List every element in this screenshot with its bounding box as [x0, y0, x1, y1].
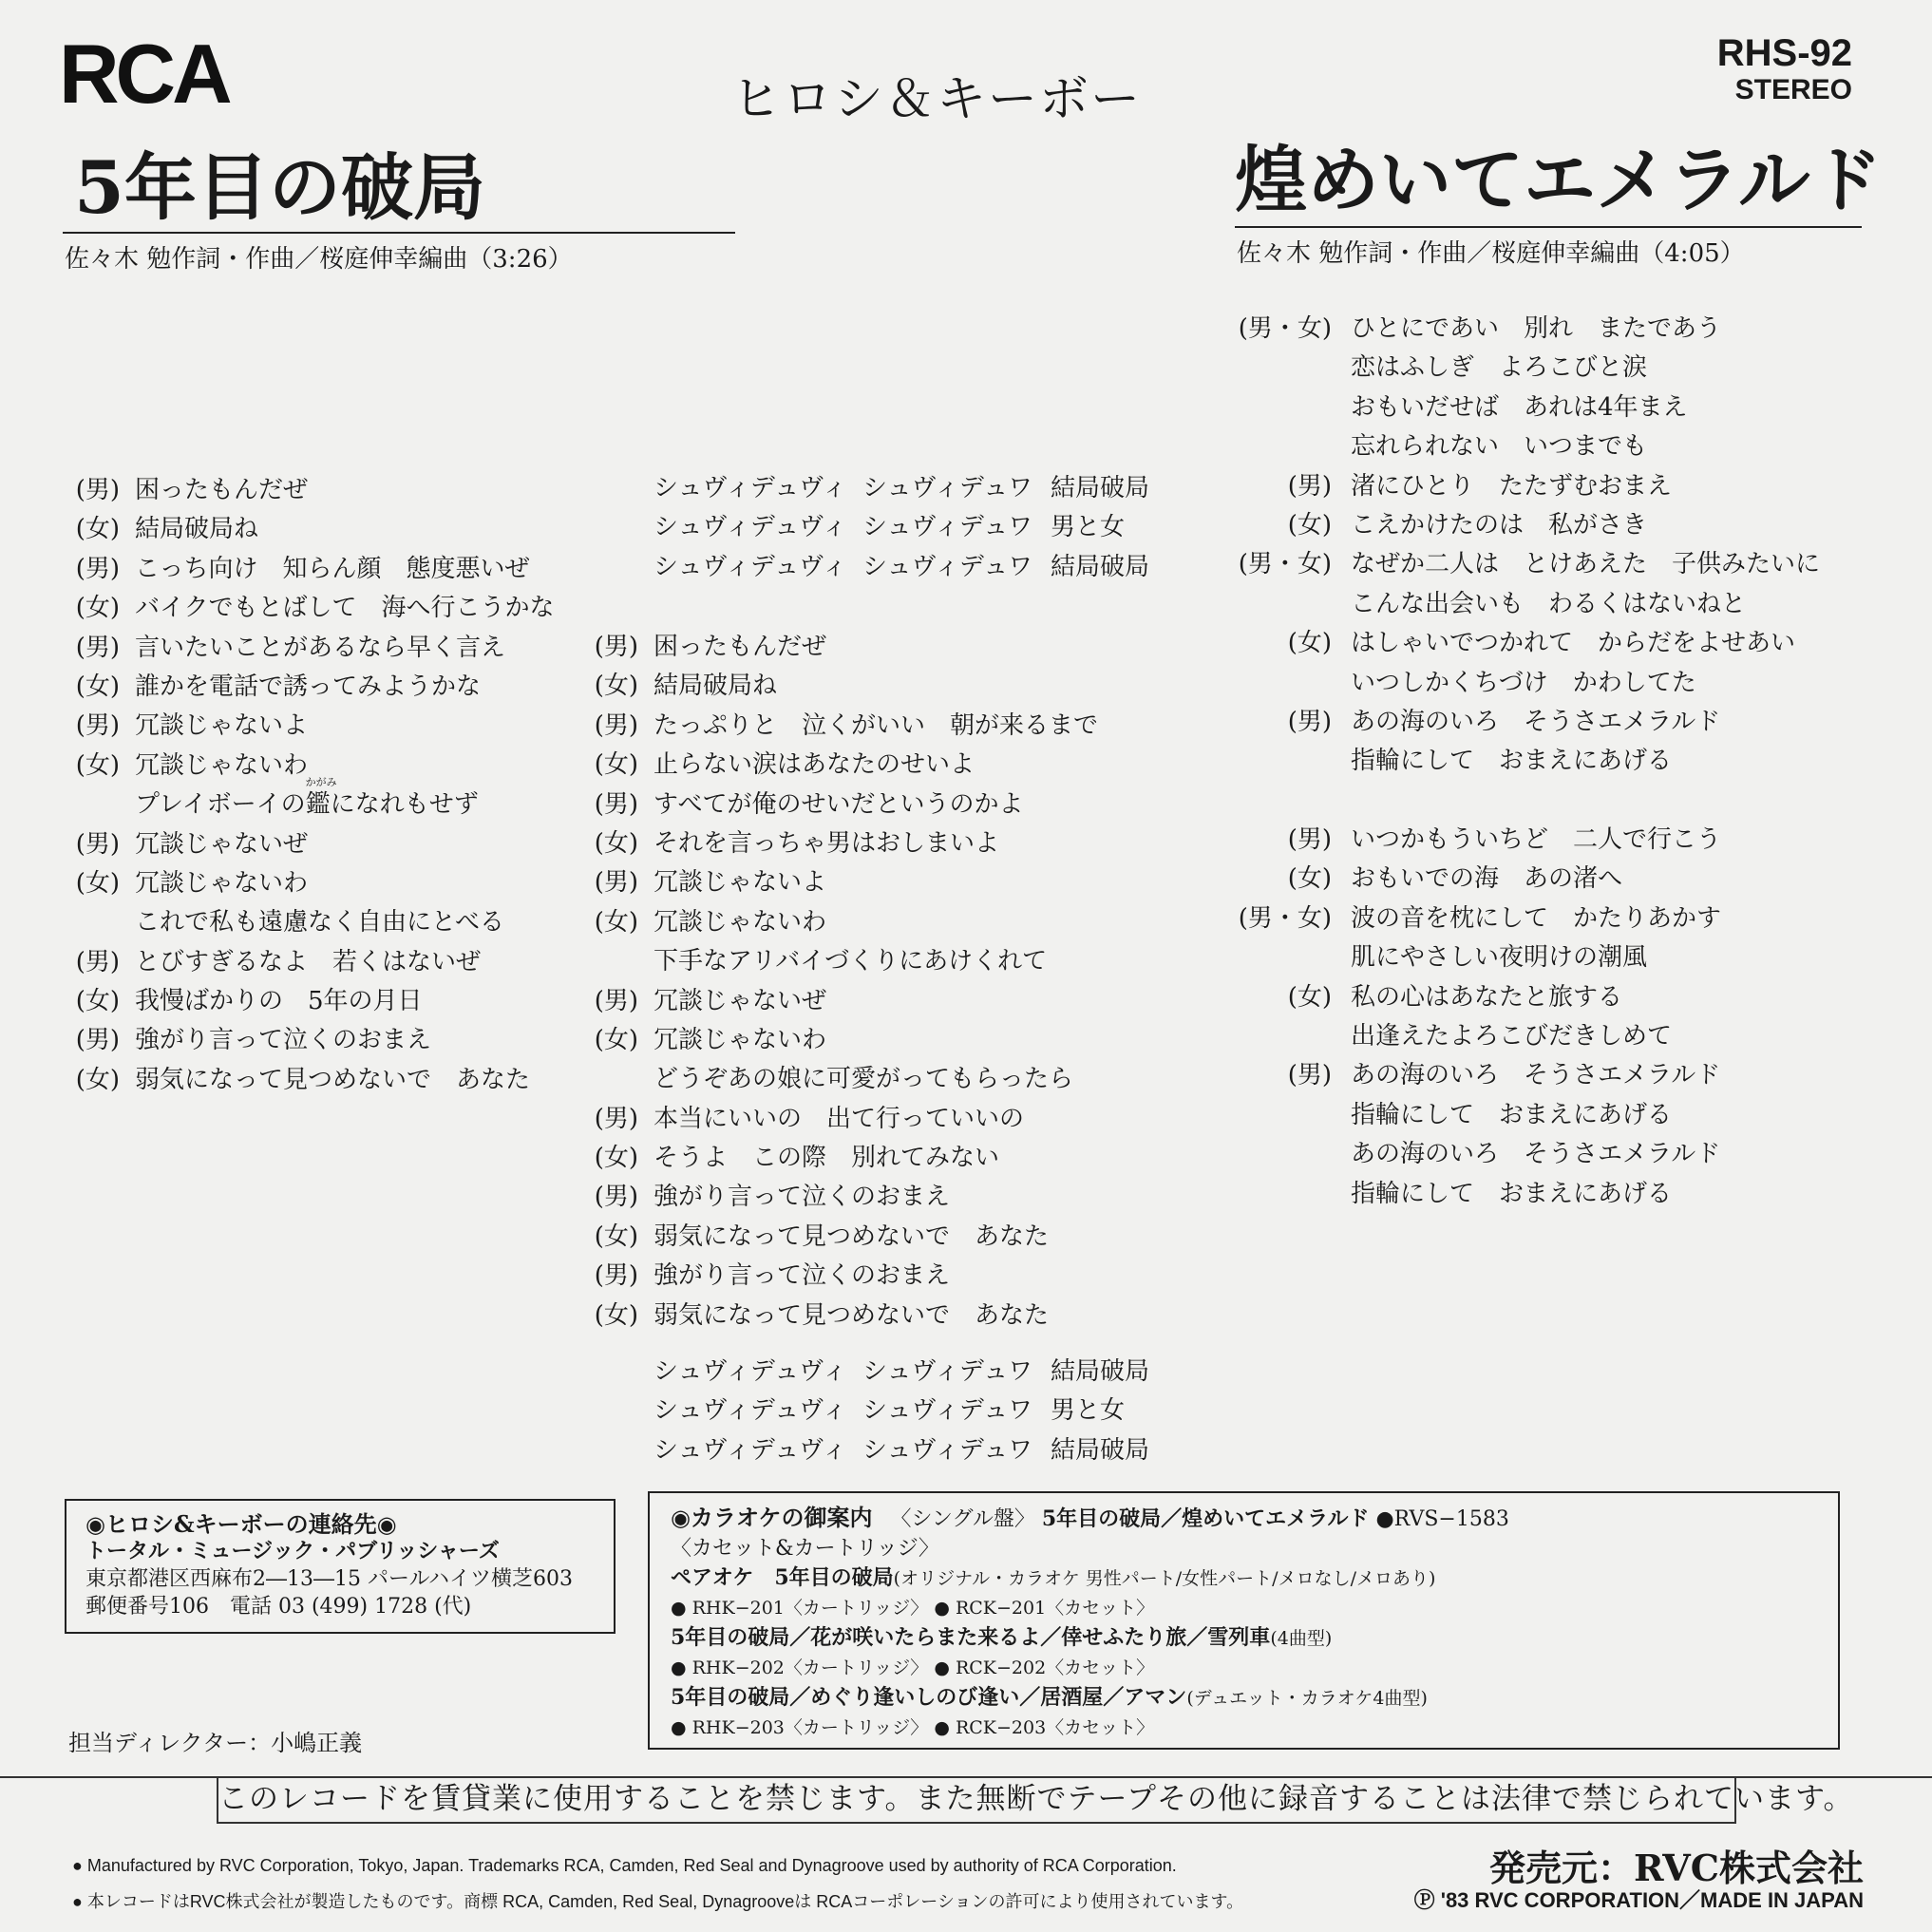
lyric-line — [581, 1060, 1189, 1099]
footer-japanese: ● 本レコードはRVC株式会社が製造したものです。商標 RCA, Camden, Red Seal, Dynagrooveは RCAコーポレーションの許可により使用されています。 — [72, 1892, 1244, 1911]
lyric-text: 強がり言って泣くのおまえ — [653, 1183, 951, 1212]
lyric-text: おもいでの海 あの渚へ — [1351, 864, 1623, 894]
lyric-text: 強がり言って泣くのおまえ — [653, 1261, 951, 1291]
lyric-text: 弱気になって見つめないで あなた — [135, 1065, 531, 1094]
lyric-text: 言いたいことがあるなら早く言え — [135, 633, 506, 662]
lyric-line — [1237, 742, 1892, 781]
lyric-line — [581, 1178, 1189, 1217]
lyric-text: 波の音を枕にして かたりあかす — [1351, 903, 1722, 933]
lyric-text: 困ったもんだぜ — [653, 633, 827, 661]
chorus-line: シュヴィデュヴィ シュヴィデュワ 結局破局 — [653, 1357, 1150, 1386]
lyric-text: 弱気になって見つめないで あなた — [653, 1300, 1050, 1330]
rental-notice: このレコードを賃貸業に使用することを禁じます。また無断でテープその他に録音することは法律で禁じられています。 — [217, 1778, 1736, 1824]
lyric-line — [63, 550, 595, 589]
lyric-role: (女) — [594, 1300, 638, 1330]
lyric-text: 強がり言って泣くのおまえ — [135, 1026, 432, 1055]
lyric-role: (女) — [75, 515, 120, 544]
lyric-role: (女) — [594, 672, 638, 701]
lyric-role: (男・女) — [1238, 550, 1332, 579]
lyric-role: (女) — [75, 750, 120, 780]
lyric-line — [581, 707, 1189, 746]
lyric-line — [1237, 664, 1892, 703]
lyric-role: (女) — [594, 828, 638, 858]
chorus-line: シュヴィデュヴィ シュヴィデュワ 結局破局 — [653, 1435, 1150, 1465]
set3-row — [671, 1683, 1817, 1714]
lyric-role: (男) — [1287, 825, 1332, 855]
lyric-role: (男) — [594, 1261, 638, 1291]
lyric-text: 忘れられない いつまでも — [1351, 432, 1648, 462]
lyric-line — [1237, 585, 1892, 624]
lyric-text: はしゃいでつかれて からだをよせあい — [1351, 629, 1796, 658]
lyric-role: (女) — [75, 1065, 120, 1094]
lyric-line — [63, 510, 595, 549]
lyric-line — [1237, 624, 1892, 663]
lyric-text: 指輪にして おまえにあげる — [1351, 1100, 1673, 1129]
lyric-text: いつかもういちど 二人で行こう — [1351, 825, 1722, 855]
lyric-line — [1237, 821, 1892, 860]
song1-verse2 — [581, 628, 1189, 1335]
pair-numbers: ● RHK−201〈カートリッジ〉 ● RCK−201〈カセット〉 — [671, 1598, 1155, 1619]
single-no: ●RVS−1583 — [1375, 1507, 1509, 1531]
lyric-text: どうぞあの娘に可愛がってもらったら — [653, 1065, 1074, 1094]
lyric-line — [581, 628, 1189, 667]
lyric-line — [1237, 349, 1892, 388]
lyric-role: (女) — [75, 868, 120, 898]
lyric-role: (男) — [594, 868, 638, 898]
lyric-role: (男) — [594, 789, 638, 819]
lyric-text: こっち向け 知らん顔 態度悪いぜ — [135, 554, 530, 583]
lyric-role: (女) — [594, 1222, 638, 1251]
lyric-role: (男) — [594, 633, 638, 661]
karaoke-heading-row — [671, 1503, 1817, 1534]
lyric-text: バイクでもとばして 海へ行こうかな — [135, 594, 555, 623]
lyric-text: あの海のいろ そうさエメラルド — [1351, 707, 1721, 736]
lyric-role: (女) — [594, 750, 638, 780]
lyric-line — [581, 982, 1189, 1021]
lyric-line — [63, 471, 595, 510]
lyric-text: あの海のいろ そうさエメラルド — [1351, 1140, 1721, 1169]
lyric-text: これで私も遠慮なく自由にとべる — [135, 908, 504, 938]
lyric-text: たっぷりと 泣くがいい 朝が来るまで — [653, 710, 1099, 740]
lyric-line — [1237, 1175, 1892, 1214]
song2-title: 煌めいてエメラルド — [1235, 138, 1883, 222]
set2-note: (4曲型) — [1270, 1628, 1333, 1649]
lyric-line — [63, 864, 595, 903]
song1-title: 5年目の破局 — [74, 145, 485, 230]
lyric-line — [63, 982, 595, 1021]
lyric-text: 弱気になって見つめないで あなた — [653, 1222, 1050, 1251]
lyric-line — [63, 825, 595, 864]
contact-address: 東京都港区西麻布2―13―15 パールハイツ横芝603 — [85, 1567, 573, 1591]
lyric-text: 冗談じゃないわ — [135, 750, 309, 780]
artist-name: ヒロシ＆キーボー — [731, 71, 1143, 128]
lyric-line — [1237, 703, 1892, 742]
catalog-number — [1717, 32, 1852, 105]
lyric-line — [1237, 782, 1892, 821]
lyric-line — [63, 903, 595, 942]
lyric-text: 渚にひとり たたずむおまえ — [1351, 471, 1673, 501]
lyric-line — [581, 1257, 1189, 1296]
lyric-line — [581, 667, 1189, 706]
lyric-line — [63, 668, 595, 707]
lyric-text: 下手なアリバイづくりにあけくれて — [653, 947, 1048, 976]
lyric-text: 止らない涙はあなたのせいよ — [653, 750, 975, 780]
lyric-text: いつしかくちづけ かわしてた — [1351, 668, 1696, 697]
lyric-line — [1237, 938, 1892, 977]
rca-logo — [59, 38, 285, 108]
lyric-role: (女) — [75, 987, 120, 1016]
lyric-line — [63, 1061, 595, 1100]
lyric-role: (男) — [75, 829, 120, 859]
lyric-line — [581, 942, 1189, 981]
lyric-text: 指輪にして おまえにあげる — [1351, 747, 1673, 776]
set3-numbers: ● RHK−203〈カートリッジ〉 ● RCK−203〈カセット〉 — [671, 1717, 1155, 1738]
lyric-line — [581, 903, 1189, 942]
set2-numbers: ● RHK−202〈カートリッジ〉 ● RCK−202〈カセット〉 — [671, 1657, 1155, 1678]
lyric-text: それを言っちゃ男はおしまいよ — [653, 828, 1000, 858]
lyric-text: 困ったもんだぜ — [135, 476, 309, 504]
lyric-line — [581, 786, 1189, 824]
lyric-line — [581, 1218, 1189, 1257]
lyric-line — [581, 1139, 1189, 1178]
lyric-role: (女) — [594, 907, 638, 937]
contact-company: トータル・ミュージック・パブリッシャーズ — [85, 1539, 500, 1563]
lyric-line — [581, 1100, 1189, 1139]
lyric-role: (男) — [1287, 1061, 1332, 1090]
lyric-text: 冗談じゃないよ — [135, 711, 309, 741]
single-note: 〈シングル盤〉 — [890, 1507, 1035, 1531]
chorus-line: シュヴィデュヴィ シュヴィデュワ 男と女 — [653, 513, 1126, 542]
lyric-role: (男) — [594, 710, 638, 740]
lyric-role: (女) — [1287, 864, 1332, 894]
lyric-role: (男) — [75, 1026, 120, 1055]
lyric-line — [1237, 545, 1892, 584]
lyric-line — [63, 943, 595, 982]
lyric-text: とびすぎるなよ 若くはないぜ — [135, 947, 482, 976]
lyric-text: 指輪にして おまえにあげる — [1351, 1179, 1673, 1208]
lyric-line — [1237, 506, 1892, 545]
lyric-line — [581, 1021, 1189, 1060]
lyric-text: 我慢ばかりの 5年の月日 — [135, 987, 423, 1016]
karaoke-box — [648, 1491, 1840, 1750]
lyric-role: (女) — [75, 672, 120, 701]
lyric-text: 冗談じゃないぜ — [653, 986, 827, 1015]
lyric-role: (男) — [594, 986, 638, 1015]
lyric-text: おもいだせば あれは4年まえ — [1351, 392, 1688, 422]
lyric-line — [63, 589, 595, 628]
lyric-text: プレイボーイの鑑 かがみ になれもせず — [135, 776, 479, 820]
seller: 発売元：RVC株式会社 — [1489, 1847, 1864, 1889]
lyric-line — [1237, 1056, 1892, 1095]
lyric-role: (男) — [1287, 471, 1332, 501]
song1-chorus-bottom — [653, 1353, 1150, 1470]
lyric-text: 結局破局ね — [135, 515, 259, 544]
contact-box — [65, 1499, 616, 1634]
lyric-role: (女) — [1287, 629, 1332, 658]
lyric-text: 冗談じゃないわ — [135, 868, 309, 898]
song2-credit: 佐々木 勉作詞・作曲／桜庭伸幸編曲（4:05） — [1237, 239, 1745, 268]
stereo-label: STEREO — [1734, 74, 1852, 105]
lyric-line — [1237, 310, 1892, 349]
lyric-line — [1237, 1096, 1892, 1135]
pair-note: (オリジナル・カラオケ 男性パート/女性パート/メロなし/メロあり) — [893, 1568, 1436, 1589]
song1-title-rule — [63, 232, 735, 234]
copyright: Ⓟ '83 RVC CORPORATION／MADE IN JAPAN — [1413, 1888, 1864, 1912]
lyric-text: 出逢えたよろこびだきしめて — [1351, 1022, 1673, 1051]
chorus-line: シュヴィデュヴィ シュヴィデュワ 結局破局 — [653, 474, 1150, 502]
lyric-text: あの海のいろ そうさエメラルド — [1351, 1061, 1721, 1090]
lyric-line — [63, 1021, 595, 1060]
pair-title: ペアオケ 5年目の破局 — [671, 1565, 894, 1590]
lyric-line — [63, 629, 595, 668]
lyric-line — [63, 707, 595, 746]
lyric-line — [1237, 388, 1892, 427]
lyric-text: 冗談じゃないよ — [653, 868, 827, 898]
lyric-line — [581, 746, 1189, 785]
lyric-text: 本当にいいの 出て行っていいの — [653, 1104, 1025, 1133]
lyric-text: すべてが俺のせいだというのかよ — [653, 789, 1024, 819]
lyric-line — [1237, 978, 1892, 1017]
lyric-role: (男) — [75, 947, 120, 976]
lyric-text: 誰かを電話で誘ってみようかな — [135, 672, 482, 701]
lyric-line — [1237, 1135, 1892, 1174]
lyric-text: こんな出会いも わるくはないねと — [1351, 589, 1747, 618]
set2-title: 5年目の破局／花が咲いたらまた来るよ／倖せふたり旅／雪列車 — [671, 1625, 1271, 1650]
lyric-role: (男・女) — [1238, 314, 1332, 343]
lyric-line — [1237, 427, 1892, 466]
footer-english: ● Manufactured by RVC Corporation, Tokyo, Japan. Trademarks RCA, Camden, Red Seal and Dynagroove used by authority of RCA Corporation. — [72, 1856, 1177, 1875]
director-credit: 担当ディレクター：小嶋正義 — [68, 1730, 363, 1756]
lyric-text: 肌にやさしい夜明けの潮風 — [1351, 943, 1648, 973]
lyric-text: こえかけたのは 私がさき — [1351, 510, 1648, 540]
set3-note: (デュエット・カラオケ4曲型) — [1186, 1688, 1428, 1709]
lyric-role: (男) — [1287, 707, 1332, 736]
contact-heading: ◉ヒロシ&キーボーの連絡先◉ — [85, 1510, 397, 1538]
pair-row — [671, 1563, 1817, 1594]
svg-text:RCA: RCA — [59, 38, 229, 108]
lyric-text: 冗談じゃないぜ — [135, 829, 309, 859]
lyric-role: (女) — [1287, 982, 1332, 1012]
lyric-role: (女) — [594, 1025, 638, 1054]
lyric-text: 冗談じゃないわ — [653, 907, 827, 937]
lyric-text: 恋はふしぎ よろこびと涙 — [1351, 353, 1648, 383]
lyric-role: (男) — [75, 633, 120, 662]
song1-credit: 佐々木 勉作詞・作曲／桜庭伸幸編曲（3:26） — [65, 245, 573, 274]
karaoke-heading: ◉カラオケの御案内 — [671, 1504, 873, 1531]
lyric-role: (男・女) — [1238, 903, 1332, 933]
lyric-line — [63, 776, 595, 824]
chorus-line: シュヴィデュヴィ シュヴィデュワ 結局破局 — [653, 552, 1150, 581]
lyric-role: (女) — [594, 1144, 638, 1173]
lyric-line — [1237, 900, 1892, 938]
set3-title: 5年目の破局／めぐり逢いしのび逢い／居酒屋／アマン — [671, 1685, 1187, 1710]
song2-title-rule — [1235, 226, 1862, 228]
lyric-text: 冗談じゃないわ — [653, 1025, 827, 1054]
lyric-role: (女) — [75, 594, 120, 623]
lyric-role: (男) — [594, 1183, 638, 1212]
lyric-text: 結局破局ね — [653, 672, 778, 701]
lyric-role: (男) — [75, 476, 120, 504]
lyric-line — [581, 863, 1189, 902]
lyric-text: ひとにであい 別れ またであう — [1351, 314, 1722, 343]
lyric-text: そうよ この際 別れてみない — [653, 1144, 1000, 1173]
single-titles: 5年目の破局／煌めいてエメラルド — [1041, 1506, 1370, 1531]
lyric-line — [1237, 1017, 1892, 1056]
lyric-role: (男) — [75, 554, 120, 583]
lyric-text: なぜか二人は とけあえた 子供みたいに — [1351, 550, 1821, 579]
cassette-note: 〈カセット&カートリッジ〉 — [671, 1537, 939, 1561]
set2-row — [671, 1623, 1817, 1654]
catalog-no: RHS-92 — [1716, 32, 1852, 74]
lyric-line — [581, 1297, 1189, 1335]
song1-chorus-middle — [653, 469, 1150, 587]
chorus-line: シュヴィデュヴィ シュヴィデュワ 男と女 — [653, 1396, 1126, 1426]
lyric-text: 私の心はあなたと旅する — [1351, 982, 1623, 1012]
lyric-line — [1237, 467, 1892, 506]
song2-lyrics — [1237, 310, 1892, 1214]
song1-verse1 — [63, 471, 595, 1100]
contact-postal: 郵便番号106 電話 03 (499) 1728 (代) — [85, 1595, 472, 1619]
lyric-line — [1237, 860, 1892, 899]
lyric-line — [581, 824, 1189, 863]
lyric-role: (男) — [594, 1104, 638, 1133]
lyric-role: (男) — [75, 711, 120, 741]
lyric-role: (女) — [1287, 510, 1332, 540]
